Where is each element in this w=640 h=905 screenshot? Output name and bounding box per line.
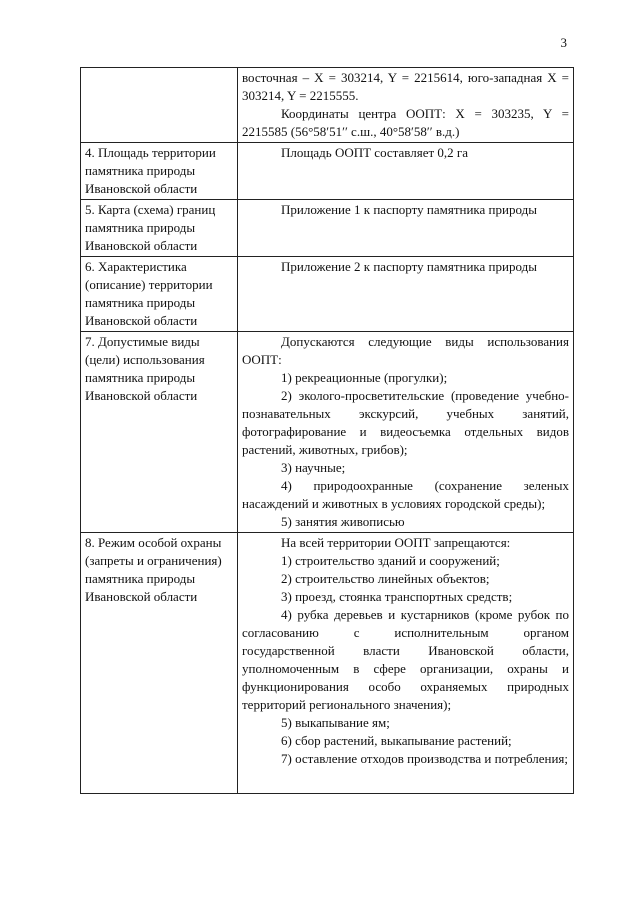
row-label-area: 4. Площадь территории памятника природы Ивановской области xyxy=(85,145,216,196)
row-content-cell xyxy=(238,68,574,143)
protection-paragraph: 5) выкапывание ям; xyxy=(281,715,390,730)
protection-paragraph: 7) оставление отходов производства и потребления; xyxy=(281,751,569,766)
row-label-cell xyxy=(81,257,238,332)
row-content-cell xyxy=(238,257,574,332)
row-label-cell xyxy=(81,533,238,794)
permitted-uses-paragraph: 1) рекреационные (прогулки); xyxy=(281,370,448,385)
row-label-cell xyxy=(81,200,238,257)
row-label-protection-regime: 8. Режим особой охраны (запреты и ограничения) памятника природы Ивановской области xyxy=(85,535,222,604)
permitted-uses-paragraph: 2) эколого-просветительские (проведение учебно-познавательных экскурсий, учебных занятий, фотографирование и видеосъемка отдельных видов растений, животных, грибов); xyxy=(242,388,569,457)
permitted-uses-paragraph: 3) научные; xyxy=(281,460,346,475)
table-row xyxy=(81,257,574,332)
row-label-cell xyxy=(81,68,238,143)
table-row xyxy=(81,143,574,200)
table-row xyxy=(81,68,574,143)
table-row xyxy=(81,332,574,533)
permitted-uses-paragraph: 4) природоохранные (сохранение зеленых насаждений и животных в условиях городской среды); xyxy=(242,478,569,511)
row-content-cell xyxy=(238,533,574,794)
protection-paragraph: 6) сбор растений, выкапывание растений; xyxy=(281,733,512,748)
description-paragraph: Приложение 2 к паспорту памятника природы xyxy=(281,259,537,274)
row-label-cell xyxy=(81,332,238,533)
area-paragraph: Площадь ООПТ составляет 0,2 га xyxy=(281,145,469,160)
table-row xyxy=(81,533,574,794)
page-number: 3 xyxy=(560,35,567,50)
protection-paragraph: 2) строительство линейных объектов; xyxy=(281,571,490,586)
row-content-cell xyxy=(238,332,574,533)
passport-table xyxy=(80,67,574,794)
center-coordinates-paragraph: Координаты центра ООПТ: X = 303235, Y = 2215585 (56°58′51′′ с.ш., 40°58′58′′ в.д.) xyxy=(242,106,569,139)
map-paragraph: Приложение 1 к паспорту памятника природы xyxy=(281,202,537,217)
row-label-description: 6. Характеристика (описание) территории памятника природы Ивановской области xyxy=(85,259,213,328)
row-label-cell xyxy=(81,143,238,200)
protection-paragraph: На всей территории ООПТ запрещаются: xyxy=(281,535,511,550)
row-label-map: 5. Карта (схема) границ памятника природы Ивановской области xyxy=(85,202,216,253)
coordinates-paragraph: восточная – X = 303214, Y = 2215614, юго-западная X = 303214, Y = 2215555. xyxy=(242,70,569,103)
table-row xyxy=(81,200,574,257)
row-label-permitted-uses: 7. Допустимые виды (цели) использования памятника природы Ивановской области xyxy=(85,334,205,403)
permitted-uses-paragraph: Допускаются следующие виды использования ООПТ: xyxy=(242,334,569,367)
protection-paragraph: 1) строительство зданий и сооружений; xyxy=(281,553,500,568)
row-content-cell xyxy=(238,143,574,200)
row-content-cell xyxy=(238,200,574,257)
protection-paragraph: 4) рубка деревьев и кустарников (кроме рубок по согласованию с исполнительным органом государственной власти Ивановской области, уполномоченным в сфере организации, охраны и функционирования особо охраняемых природных территорий регионального значения); xyxy=(242,607,569,712)
protection-paragraph: 3) проезд, стоянка транспортных средств; xyxy=(281,589,513,604)
permitted-uses-paragraph: 5) занятия живописью xyxy=(281,514,405,529)
